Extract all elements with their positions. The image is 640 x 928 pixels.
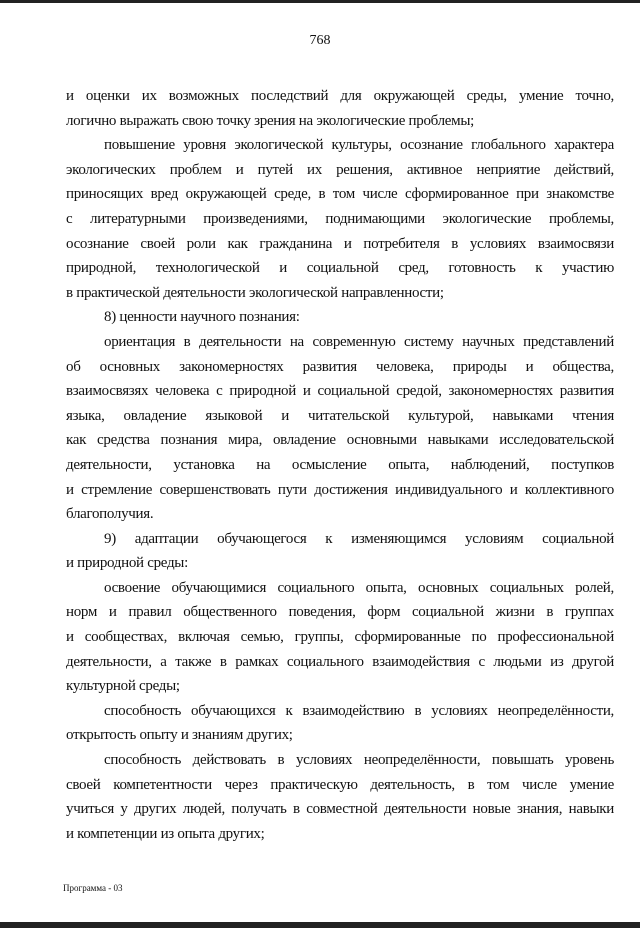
text-line: взаимосвязях человека с природной и социальной средой, закономерностях развития (66, 383, 614, 400)
text-line: способность обучающихся к взаимодействию в условиях неопределённости, (104, 702, 614, 719)
paragraph (66, 748, 614, 846)
text-line: с литературными произведениями, поднимающими экологические проблемы, (66, 210, 614, 227)
text-line: культурной среды; (66, 678, 180, 695)
text-line: ориентация в деятельности на современную систему научных представлений (104, 333, 614, 350)
text-line: природной, технологической и социальной сред, готовность к участию (66, 260, 614, 277)
footer-label: Программа - 03 (63, 883, 123, 894)
page-number: 768 (309, 33, 331, 48)
text-line: деятельности, а также в рамках социального взаимодействия с людьми из другой (66, 653, 614, 670)
text-line: и стремление совершенствовать пути достижения индивидуального и коллективного (66, 481, 614, 498)
paragraph (66, 133, 614, 305)
paragraph (66, 305, 614, 330)
text-line: учиться у других людей, получать в совместной деятельности новые знания, навыки (66, 801, 614, 818)
text-line: и оценки их возможных последствий для окружающей среды, умение точно, (66, 88, 614, 104)
scan-edge-bottom (0, 922, 640, 928)
paragraph (66, 699, 614, 748)
text-line: способность действовать в условиях неопределённости, повышать уровень (104, 752, 614, 769)
text-line: и природной среды: (66, 555, 188, 572)
paragraph (66, 576, 614, 699)
text-line: приносящих вред окружающей среде, в том числе сформированное при знакомстве (66, 186, 614, 203)
text-line: в практической деятельности экологической направленности; (66, 284, 444, 301)
text-line: языка, овладение языковой и читательской культурой, навыками чтения (66, 407, 614, 424)
text-line: своей компетентности через практическую деятельность, в том числе умение (66, 776, 614, 793)
paragraph (66, 84, 614, 133)
text-line: открытость опыту и знаниям других; (66, 727, 293, 744)
text-line: благополучия. (66, 506, 154, 523)
document-body (66, 84, 614, 846)
text-line: осознание своей роли как гражданина и потребителя в условиях взаимосвязи (66, 235, 614, 252)
text-line: логично выражать свою точку зрения на экологические проблемы; (66, 112, 474, 129)
scan-edge-top (0, 0, 640, 3)
text-line: 9) адаптации обучающегося к изменяющимся условиям социальной (104, 530, 614, 547)
text-line: освоение обучающимися социального опыта, основных социальных ролей, (104, 579, 614, 596)
text-line: экологических проблем и путей их решения, активное неприятие действий, (66, 161, 614, 178)
text-line: 8) ценности научного познания: (104, 309, 300, 326)
text-line: деятельности, установка на осмысление опыта, наблюдений, поступков (66, 456, 614, 473)
text-line: и сообществах, включая семью, группы, сформированные по профессиональной (66, 629, 614, 646)
paragraph (66, 330, 614, 527)
text-line: об основных закономерностях развития человека, природы и общества, (66, 358, 614, 375)
text-line: норм и правил общественного поведения, форм социальной жизни в группах (66, 604, 614, 621)
text-line: и компетенции из опыта других; (66, 825, 265, 842)
text-line: как средства познания мира, овладение основными навыками исследовательской (66, 432, 614, 449)
text-line: повышение уровня экологической культуры, осознание глобального характера (104, 137, 614, 154)
paragraph (66, 527, 614, 576)
